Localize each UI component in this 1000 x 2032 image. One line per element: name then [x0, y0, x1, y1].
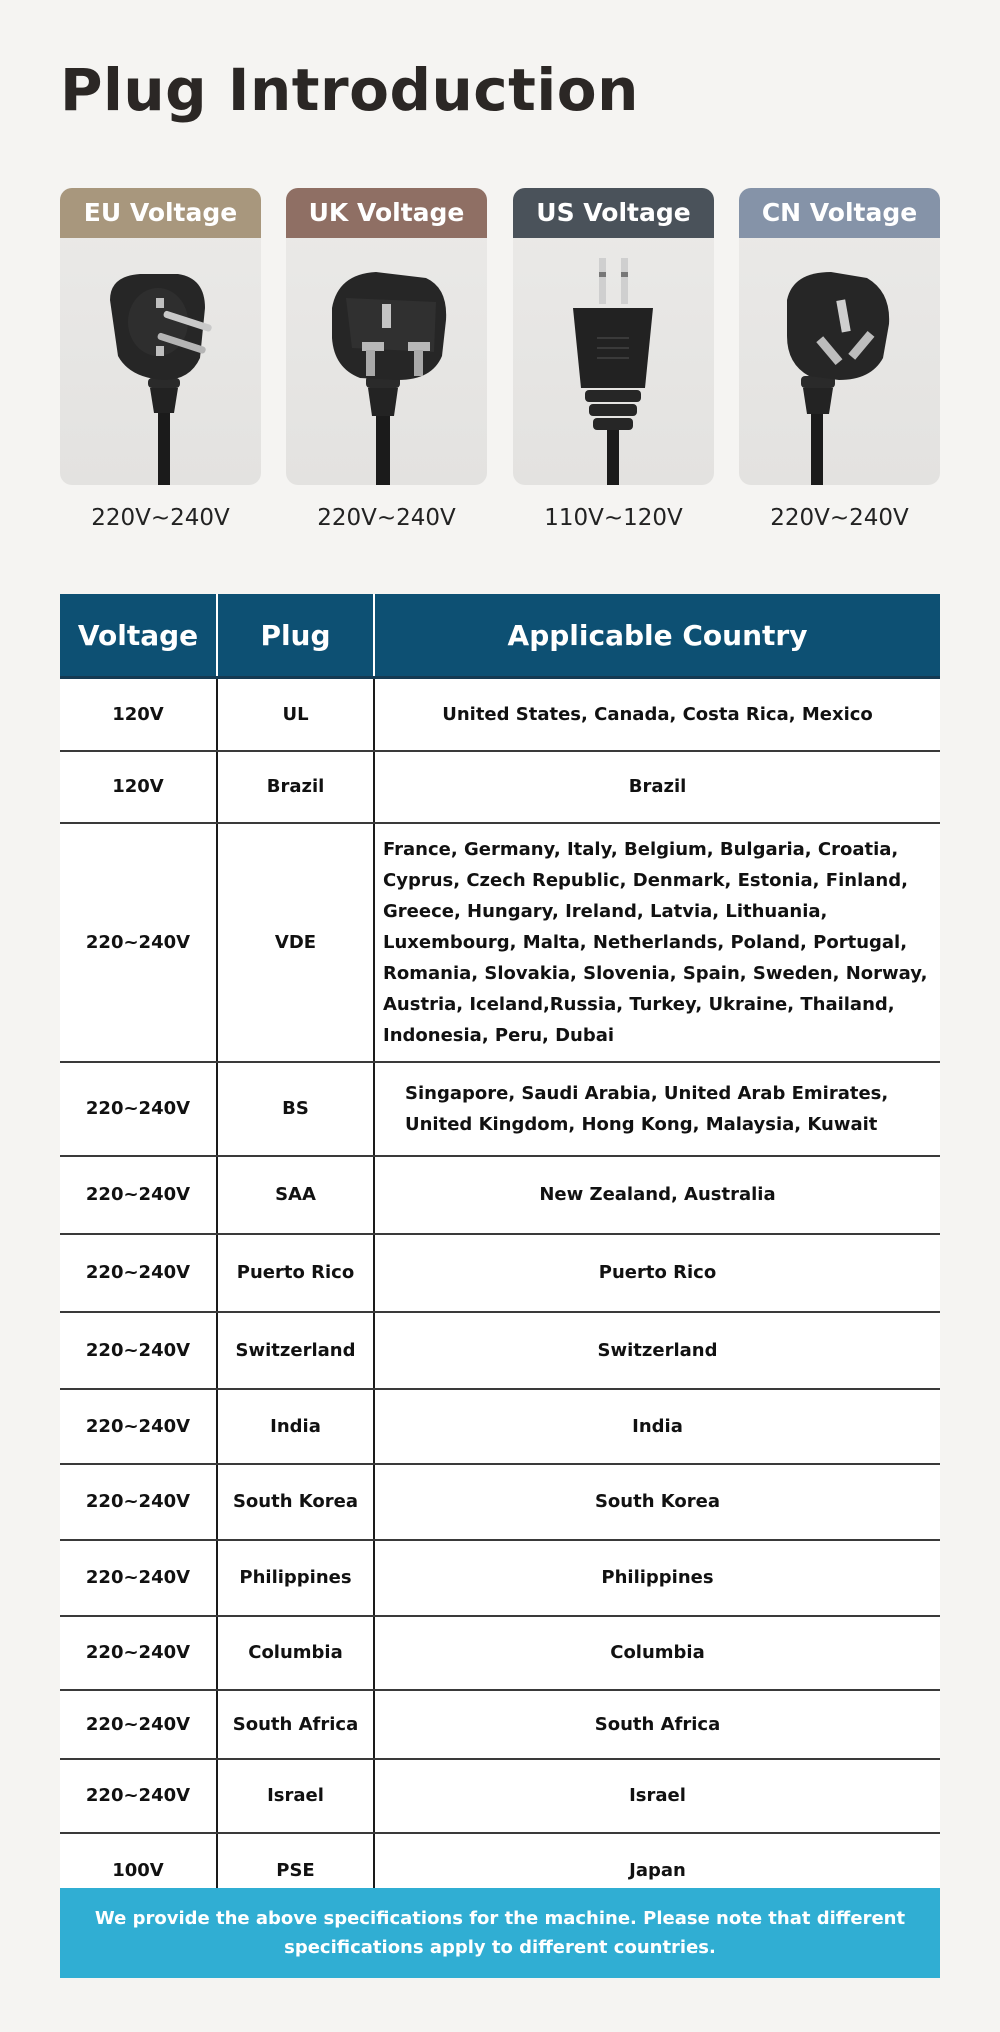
plug-card-frame — [286, 188, 487, 485]
cell-voltage: 120V — [60, 751, 217, 823]
cell-country: India — [374, 1389, 940, 1464]
cell-plug: PSE — [217, 1833, 374, 1909]
table-row — [60, 1062, 940, 1156]
header-plug: Plug — [217, 594, 374, 678]
us-plug-icon — [513, 238, 714, 485]
plug-card-eu — [60, 188, 261, 531]
cell-plug: South Korea — [217, 1464, 374, 1540]
plug-card-header: CN Voltage — [739, 188, 940, 238]
uk-plug-icon — [286, 238, 487, 485]
cell-voltage: 100V — [60, 1833, 217, 1909]
plug-voltage: 220V~240V — [317, 505, 456, 531]
cell-plug: India — [217, 1389, 374, 1464]
cell-voltage: 220~240V — [60, 823, 217, 1062]
plug-voltage: 220V~240V — [770, 505, 909, 531]
plug-card-frame — [60, 188, 261, 485]
table-row — [60, 678, 940, 751]
cell-country: Japan — [374, 1833, 940, 1909]
cell-voltage: 220~240V — [60, 1759, 217, 1833]
cell-country: Switzerland — [374, 1312, 940, 1389]
table-row — [60, 1156, 940, 1234]
table-row — [60, 1464, 940, 1540]
table-row — [60, 1616, 940, 1690]
cell-plug: Brazil — [217, 751, 374, 823]
cell-country: New Zealand, Australia — [374, 1156, 940, 1234]
cell-voltage: 220~240V — [60, 1312, 217, 1389]
table-row — [60, 1312, 940, 1389]
cell-country: Puerto Rico — [374, 1234, 940, 1312]
cell-plug: BS — [217, 1062, 374, 1156]
cell-country: United States, Canada, Costa Rica, Mexico — [374, 678, 940, 751]
cn-plug-icon — [739, 238, 940, 485]
cell-voltage: 220~240V — [60, 1540, 217, 1616]
cell-country: South Korea — [374, 1464, 940, 1540]
table-row — [60, 1759, 940, 1833]
cell-country: Singapore, Saudi Arabia, United Arab Emirates, United Kingdom, Hong Kong, Malaysia, Kuwait — [374, 1062, 940, 1156]
plug-card-header: US Voltage — [513, 188, 714, 238]
cell-country: Israel — [374, 1759, 940, 1833]
cell-plug: Puerto Rico — [217, 1234, 374, 1312]
cell-plug: Philippines — [217, 1540, 374, 1616]
cell-voltage: 120V — [60, 678, 217, 751]
cell-plug: VDE — [217, 823, 374, 1062]
cell-voltage: 220~240V — [60, 1616, 217, 1690]
cell-plug: SAA — [217, 1156, 374, 1234]
country-spec-table — [60, 594, 940, 1910]
eu-plug-icon — [60, 238, 261, 485]
plug-card-header: EU Voltage — [60, 188, 261, 238]
cell-plug: Columbia — [217, 1616, 374, 1690]
table-row — [60, 1234, 940, 1312]
cell-country: France, Germany, Italy, Belgium, Bulgaria, Croatia, Cyprus, Czech Republic, Denmark, Estonia, Finland, Greece, Hungary, Ireland, Latvia, Lithuania, Luxembourg, Malta, Netherlands, Poland, Portugal, Romania, Slovakia, Slovenia, Spain, Sweden, Norway, Austria, Iceland,Russia, Turkey, Ukraine, Thailand, Indonesia, Peru, Dubai — [374, 823, 940, 1062]
cell-voltage: 220~240V — [60, 1690, 217, 1759]
table-row — [60, 1690, 940, 1759]
plug-cards — [60, 188, 940, 548]
cell-voltage: 220~240V — [60, 1062, 217, 1156]
cell-plug: UL — [217, 678, 374, 751]
cell-country: Philippines — [374, 1540, 940, 1616]
cell-voltage: 220~240V — [60, 1464, 217, 1540]
plug-voltage: 110V~120V — [544, 505, 683, 531]
plug-card-cn — [739, 188, 940, 531]
table-row — [60, 751, 940, 823]
cell-country: Columbia — [374, 1616, 940, 1690]
cell-country: Brazil — [374, 751, 940, 823]
cell-voltage: 220~240V — [60, 1389, 217, 1464]
header-voltage: Voltage — [60, 594, 217, 678]
table-row — [60, 823, 940, 1062]
table-row — [60, 1389, 940, 1464]
plug-card-frame — [739, 188, 940, 485]
cell-country: South Africa — [374, 1690, 940, 1759]
footer-note: We provide the above specifications for the machine. Please note that different specifications apply to different countries. — [60, 1888, 940, 1978]
plug-card-frame — [513, 188, 714, 485]
cell-plug: Switzerland — [217, 1312, 374, 1389]
plug-card-header: UK Voltage — [286, 188, 487, 238]
cell-plug: Israel — [217, 1759, 374, 1833]
plug-card-uk — [286, 188, 487, 531]
table-header-row — [60, 594, 940, 678]
header-applicable-country: Applicable Country — [374, 594, 940, 678]
cell-voltage: 220~240V — [60, 1156, 217, 1234]
plug-voltage: 220V~240V — [91, 505, 230, 531]
cell-plug: South Africa — [217, 1690, 374, 1759]
plug-card-us — [513, 188, 714, 531]
cell-voltage: 220~240V — [60, 1234, 217, 1312]
table-row — [60, 1540, 940, 1616]
page-title: Plug Introduction — [60, 56, 639, 124]
